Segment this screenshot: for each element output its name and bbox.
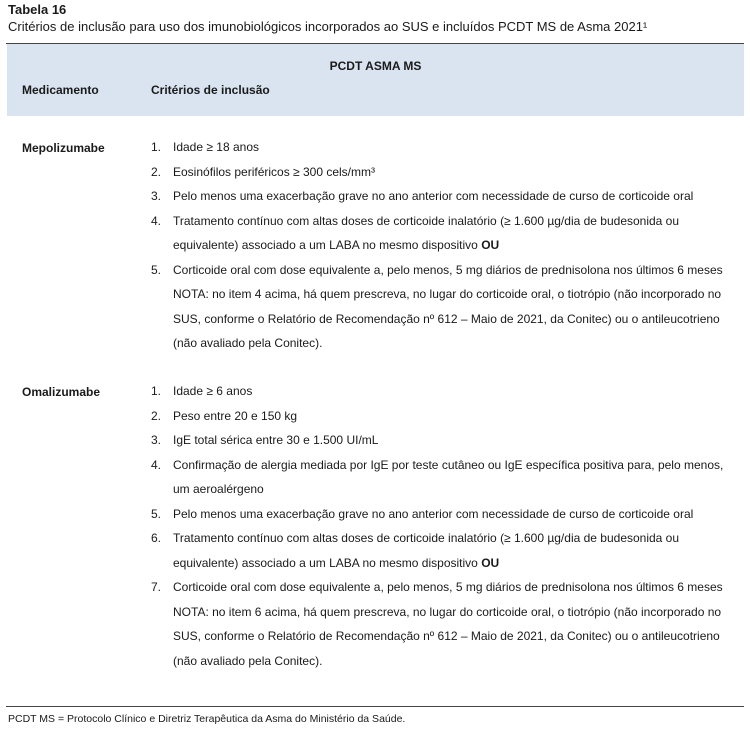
criteria-line-text: Idade ≥ 18 anos xyxy=(173,140,259,154)
criteria-line xyxy=(173,331,743,356)
criteria-line-text: Idade ≥ 6 anos xyxy=(173,384,253,398)
criteria-line xyxy=(173,233,743,258)
drug-name: Omalizumabe xyxy=(22,385,101,399)
criteria-line xyxy=(173,502,743,527)
criteria-number: 3. xyxy=(151,189,162,203)
criteria-line xyxy=(173,160,743,185)
criteria-number: 2. xyxy=(151,408,162,423)
criteria-line xyxy=(173,477,743,502)
criteria-line xyxy=(173,135,743,160)
criteria-number: 5. xyxy=(151,506,162,521)
criteria-line-text: (não avaliado pela Conitec). xyxy=(173,653,323,668)
criteria-line xyxy=(173,453,743,478)
criteria-line-text: Pelo menos uma exacerbação grave no ano anterior com necessidade de curso de corticoide oral xyxy=(173,189,694,203)
criteria-line xyxy=(173,649,743,674)
criteria-number: 5. xyxy=(151,262,162,277)
criteria-line-text: Tratamento contínuo com altas doses de corticoide inalatório (≥ 1.600 µg/dia de budesonida ou xyxy=(173,213,680,228)
criteria-line xyxy=(173,624,743,649)
criteria-line-text: um aeroalérgeno xyxy=(173,482,264,496)
criteria-line-text: NOTA: no item 4 acima, há quem prescreva, no lugar do corticoide oral, o tiotrópio (não incorporado no xyxy=(173,287,722,301)
drug-name: Mepolizumabe xyxy=(22,141,105,155)
table-header xyxy=(7,44,744,116)
criteria-line xyxy=(173,600,743,625)
criteria-line-text: Eosinófilos periféricos ≥ 300 cels/mm³ xyxy=(173,164,375,179)
criteria-line xyxy=(173,184,743,209)
criteria-line xyxy=(173,282,743,307)
criteria-line xyxy=(173,404,743,429)
criteria-line-text: NOTA: no item 6 acima, há quem prescreva, no lugar do corticoide oral, o tiotrópio (não incorporado no xyxy=(173,604,722,619)
criteria-text xyxy=(173,502,743,527)
criteria-text xyxy=(173,135,743,160)
criteria-number: 4. xyxy=(151,457,162,472)
criteria-line-text: Peso entre 20 e 150 kg xyxy=(173,408,298,423)
criteria-text xyxy=(173,209,743,258)
footnote: PCDT MS = Protocolo Clínico e Diretriz Terapêutica da Asma do Ministério da Saúde. xyxy=(8,713,406,725)
criteria-text xyxy=(173,526,743,575)
criteria-line xyxy=(173,551,743,576)
criteria-line xyxy=(173,428,743,453)
criteria-number: 1. xyxy=(151,140,162,154)
criteria-number: 1. xyxy=(151,384,162,398)
criteria-number: 2. xyxy=(151,164,162,179)
criteria-number: 3. xyxy=(151,433,162,447)
criteria-line xyxy=(173,209,743,234)
criteria-line xyxy=(173,379,743,404)
criteria-line-text: Pelo menos uma exacerbação grave no ano anterior com necessidade de curso de corticoide oral xyxy=(173,506,694,521)
criteria-text xyxy=(173,258,743,356)
criteria-line-text: IgE total sérica entre 30 e 1.500 UI/mL xyxy=(173,433,379,447)
conjunction-ou: OU xyxy=(481,555,500,570)
criteria-line-text: SUS, conforme o Relatório de Recomendação nº 612 – Maio de 2021, da Conitec) ou o antileucotrieno xyxy=(173,629,720,643)
criteria-text xyxy=(173,160,743,185)
criteria-line-text: equivalente) associado a um LABA no mesmo dispositivo xyxy=(173,238,478,252)
table-title: Tabela 16 xyxy=(8,2,67,17)
header-drug-column: Medicamento xyxy=(22,83,99,97)
header-group-label: PCDT ASMA MS xyxy=(329,59,422,73)
criteria-line-text: Confirmação de alergia mediada por IgE por teste cutâneo ou IgE específica positiva para, pelo menos, xyxy=(173,457,724,472)
bottom-rule xyxy=(6,706,744,707)
criteria-number: 4. xyxy=(151,213,162,228)
criteria-line xyxy=(173,258,743,283)
criteria-text xyxy=(173,404,743,429)
criteria-text xyxy=(173,379,743,404)
criteria-line-text: Tratamento contínuo com altas doses de corticoide inalatório (≥ 1.600 µg/dia de budesonida ou xyxy=(173,531,680,545)
table-subtitle: Critérios de inclusão para uso dos imunobiológicos incorporados ao SUS e incluídos PCDT MS de Asma 2021¹ xyxy=(8,19,648,34)
header-criteria-column: Critérios de inclusão xyxy=(151,83,270,97)
criteria-number: 6. xyxy=(151,531,162,545)
criteria-text xyxy=(173,184,743,209)
criteria-line-text: Corticoide oral com dose equivalente a, pelo menos, 5 mg diários de prednisolona nos últimos 6 meses xyxy=(173,580,723,594)
criteria-line-text: equivalente) associado a um LABA no mesmo dispositivo xyxy=(173,555,478,570)
criteria-line xyxy=(173,575,743,600)
criteria-line-text: (não avaliado pela Conitec). xyxy=(173,336,323,350)
criteria-number: 7. xyxy=(151,580,162,594)
criteria-text xyxy=(173,453,743,502)
criteria-line-text: Corticoide oral com dose equivalente a, pelo menos, 5 mg diários de prednisolona nos últimos 6 meses xyxy=(173,262,723,277)
conjunction-ou: OU xyxy=(481,238,500,252)
criteria-text xyxy=(173,575,743,673)
criteria-text xyxy=(173,428,743,453)
criteria-line xyxy=(173,526,743,551)
criteria-line xyxy=(173,307,743,332)
criteria-line-text: SUS, conforme o Relatório de Recomendação nº 612 – Maio de 2021, da Conitec) ou o antileucotrieno xyxy=(173,311,720,326)
